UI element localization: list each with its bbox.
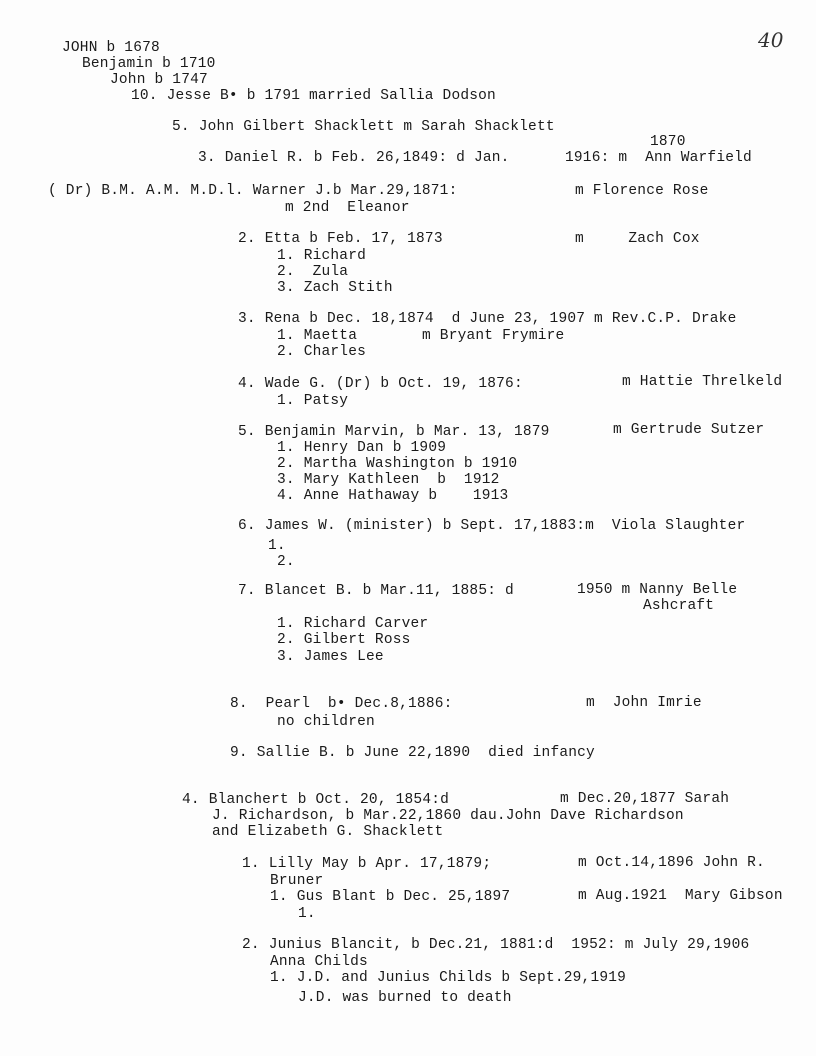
lilly-grandchild: 1. — [298, 906, 316, 922]
junius-spouse: Anna Childs — [270, 954, 368, 970]
junius-note: J.D. was burned to death — [298, 990, 512, 1006]
warner-spouse: m Florence Rose — [575, 183, 709, 199]
benjamin-child: 1. Henry Dan b 1909 — [277, 440, 447, 456]
benjamin-entry: 5. Benjamin Marvin, b Mar. 13, 1879 — [238, 424, 550, 440]
lilly-entry: 1. Lilly May b Apr. 17,1879; — [242, 856, 492, 872]
blancet-child: 1. Richard Carver — [277, 616, 429, 632]
blanchert-spouse-detail: J. Richardson, b Mar.22,1860 dau.John Dave Richardson — [212, 808, 684, 824]
junius-entry: 2. Junius Blancit, b Dec.21, 1881:d 1952: m July 29,1906 — [242, 937, 750, 953]
james-entry: 6. James W. (minister) b Sept. 17,1883:m Viola Slaughter — [238, 518, 746, 534]
james-child: 2. — [277, 554, 295, 570]
lineage-john-1747: John b 1747 — [110, 72, 208, 88]
line-john-gilbert: 5. John Gilbert Shacklett m Sarah Shacklett — [172, 119, 555, 135]
etta-child: 3. Zach Stith — [277, 280, 393, 296]
blancet-spouse: 1950 m Nanny Belle — [577, 582, 738, 598]
rena-child: 2. Charles — [277, 344, 367, 360]
warner-second-spouse: m 2nd Eleanor — [285, 200, 410, 216]
annotation-1870: 1870 — [650, 134, 686, 150]
lilly-child: 1. Gus Blant b Dec. 25,1897 — [270, 889, 511, 905]
lineage-jesse: 10. Jesse B• b 1791 married Sallia Dodson — [131, 88, 496, 104]
rena-entry: 3. Rena b Dec. 18,1874 d June 23, 1907 m Rev.C.P. Drake — [238, 311, 737, 327]
pearl-entry: 8. Pearl b• Dec.8,1886: — [230, 696, 453, 712]
lilly-spouse: m Oct.14,1896 John R. — [578, 855, 765, 871]
junius-child: 1. J.D. and Junius Childs b Sept.29,1919 — [270, 970, 627, 986]
etta-entry: 2. Etta b Feb. 17, 1873 — [238, 231, 443, 247]
etta-child: 2. Zula — [277, 264, 349, 280]
blancet-child: 3. James Lee — [277, 649, 384, 665]
lineage-john-1678: JOHN b 1678 — [62, 40, 160, 56]
wade-entry: 4. Wade G. (Dr) b Oct. 19, 1876: — [238, 376, 523, 392]
wade-child: 1. Patsy — [277, 393, 349, 409]
benjamin-child: 4. Anne Hathaway b 1913 — [277, 488, 509, 504]
pearl-note: no children — [277, 714, 375, 730]
etta-child: 1. Richard — [277, 248, 367, 264]
wade-spouse: m Hattie Threlkeld — [622, 374, 783, 390]
rena-child: 1. Maetta — [277, 328, 358, 344]
blanchert-spouse-parents: and Elizabeth G. Shacklett — [212, 824, 444, 840]
blanchert-marriage: m Dec.20,1877 Sarah — [560, 791, 730, 807]
james-child: 1. — [268, 538, 286, 554]
lilly-spouse-surname: Bruner — [270, 873, 324, 889]
etta-spouse: m Zach Cox — [575, 231, 700, 247]
daniel-entry: 3. Daniel R. b Feb. 26,1849: d Jan. — [198, 150, 510, 166]
benjamin-child: 2. Martha Washington b 1910 — [277, 456, 518, 472]
rena-child-spouse: m Bryant Frymire — [422, 328, 565, 344]
lilly-child-spouse: m Aug.1921 Mary Gibson — [578, 888, 783, 904]
lineage-benjamin-1710: Benjamin b 1710 — [82, 56, 216, 72]
pearl-spouse: m John Imrie — [586, 695, 702, 711]
benjamin-child: 3. Mary Kathleen b 1912 — [277, 472, 500, 488]
page-number: 40 — [758, 28, 784, 52]
blancet-child: 2. Gilbert Ross — [277, 632, 411, 648]
warner-entry: ( Dr) B.M. A.M. M.D.l. Warner J.b Mar.29,1871: — [48, 183, 458, 199]
sallie-entry: 9. Sallie B. b June 22,1890 died infancy — [230, 745, 595, 761]
blancet-spouse-surname: Ashcraft — [643, 598, 715, 614]
blanchert-entry: 4. Blanchert b Oct. 20, 1854:d — [182, 792, 450, 808]
benjamin-spouse: m Gertrude Sutzer — [613, 422, 765, 438]
blancet-entry: 7. Blancet B. b Mar.11, 1885: d — [238, 583, 514, 599]
daniel-spouse: 1916: m Ann Warfield — [565, 150, 752, 166]
